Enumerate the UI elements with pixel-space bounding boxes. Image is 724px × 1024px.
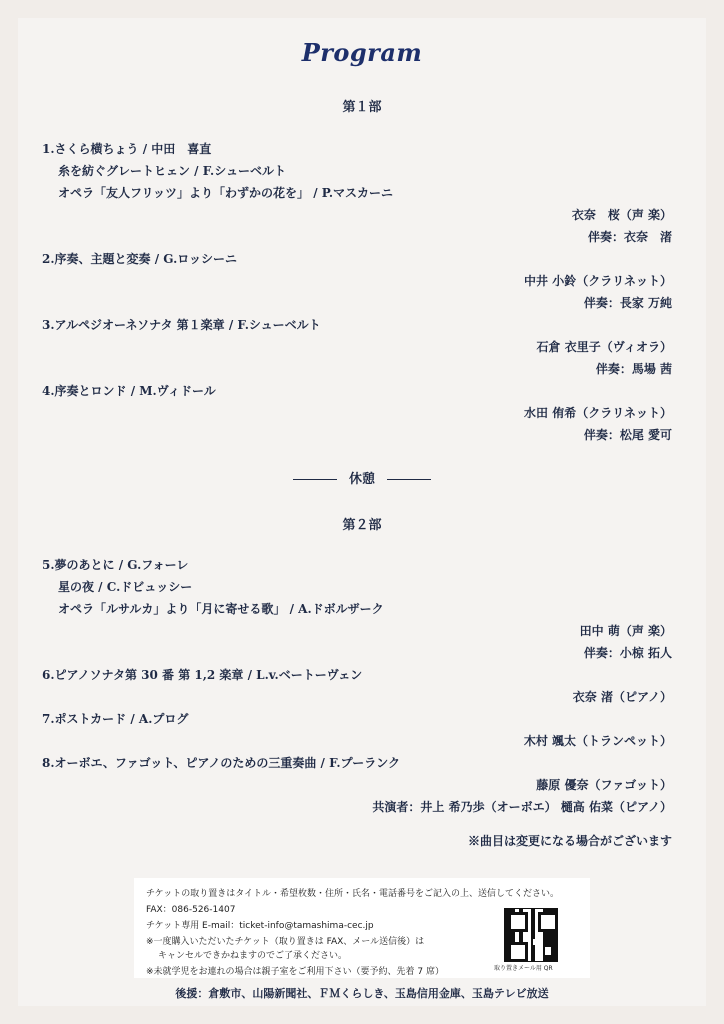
part1-heading: 第１部 xyxy=(342,100,382,115)
qr-caption: 取り置きメール用 QR xyxy=(494,965,553,972)
performer: 衣奈 渚（ピアノ） xyxy=(572,690,672,704)
change-notice: ※曲目は変更になる場合がございます xyxy=(467,834,672,848)
info-line: キャンセルできかねますのでご了承ください。 xyxy=(158,951,348,961)
program-item: 2.序奏、主題と変奏 / G.ロッシーニ xyxy=(42,252,238,266)
accompanist: 伴奏：松尾 愛可 xyxy=(583,428,672,442)
info-line: ※未就学児をお連れの場合は親子室をご利用下さい（要予約、先着 7 席） xyxy=(146,967,444,977)
program-item: オペラ「友人フリッツ」より「わずかの花を」 / P.マスカーニ xyxy=(58,186,393,200)
program-item: オペラ「ルサルカ」より「月に寄せる歌」 / A.ドボルザーク xyxy=(58,602,384,616)
program-item: 3.アルペジオーネソナタ 第１楽章 / F.シューベルト xyxy=(42,318,321,332)
accompanist: 伴奏：衣奈 渚 xyxy=(587,230,672,244)
program-item: 7.ポストカード / A.プログ xyxy=(42,712,189,726)
divider xyxy=(293,479,337,480)
sponsors: 後援：倉敷市、山陽新聞社、ＦＭくらしき、玉島信用金庫、玉島テレビ放送 xyxy=(175,987,549,1000)
performer: 藤原 優奈（ファゴット） xyxy=(536,778,672,792)
performer: 水田 侑希（クラリネット） xyxy=(524,406,672,420)
fax-number: FAX：086-526-1407 xyxy=(146,905,236,915)
info-line: ※一度購入いただいたチケット（取り置きは FAX、メール送信後）は xyxy=(146,937,425,947)
program-item: 4.序奏とロンド / M.ヴィドール xyxy=(42,384,216,398)
program-item: 星の夜 / C.ドビュッシー xyxy=(58,580,193,594)
accompanist: 伴奏：小椋 拓人 xyxy=(583,646,672,660)
part2-heading: 第２部 xyxy=(342,518,382,533)
performer: 木村 颯太（トランペット） xyxy=(523,734,672,748)
program-item: 6.ピアノソナタ第 30 番 第 1,2 楽章 / L.v.ベートーヴェン xyxy=(42,668,363,682)
performer: 中井 小鈴（クラリネット） xyxy=(524,274,672,288)
qr-code-icon[interactable] xyxy=(504,908,558,962)
program-item: 5.夢のあとに / G.フォーレ xyxy=(42,558,189,572)
info-line: チケットの取り置きはタイトル・希望枚数・住所・氏名・電話番号をご記入の上、送信してください。 xyxy=(146,889,560,899)
accompanist: 伴奏：馬場 茜 xyxy=(595,362,672,376)
intermission-label: 休憩 xyxy=(348,472,375,487)
program-item: 糸を紡ぐグレートヒェン / F.シューベルト xyxy=(58,164,286,178)
intermission xyxy=(0,468,724,487)
email-address: チケット専用 E-mail：ticket-info@tamashima-cec.jp xyxy=(146,921,374,931)
performer: 石倉 衣里子（ヴィオラ） xyxy=(536,340,672,354)
program-item: 1.さくら横ちょう / 中田 喜直 xyxy=(42,142,212,156)
divider xyxy=(387,479,431,480)
program-title: Program xyxy=(301,38,423,67)
ticket-info-box xyxy=(134,878,590,978)
performer: 田中 萌（声 楽） xyxy=(579,624,672,638)
co-performers: 共演者：井上 希乃歩（オーボエ） 樋高 佑菜（ピアノ） xyxy=(372,800,672,814)
performer: 衣奈 桜（声 楽） xyxy=(571,208,672,222)
accompanist: 伴奏：長家 万純 xyxy=(583,296,672,310)
program-item: 8.オーボエ、ファゴット、ピアノのための三重奏曲 / F.プーランク xyxy=(42,756,400,770)
